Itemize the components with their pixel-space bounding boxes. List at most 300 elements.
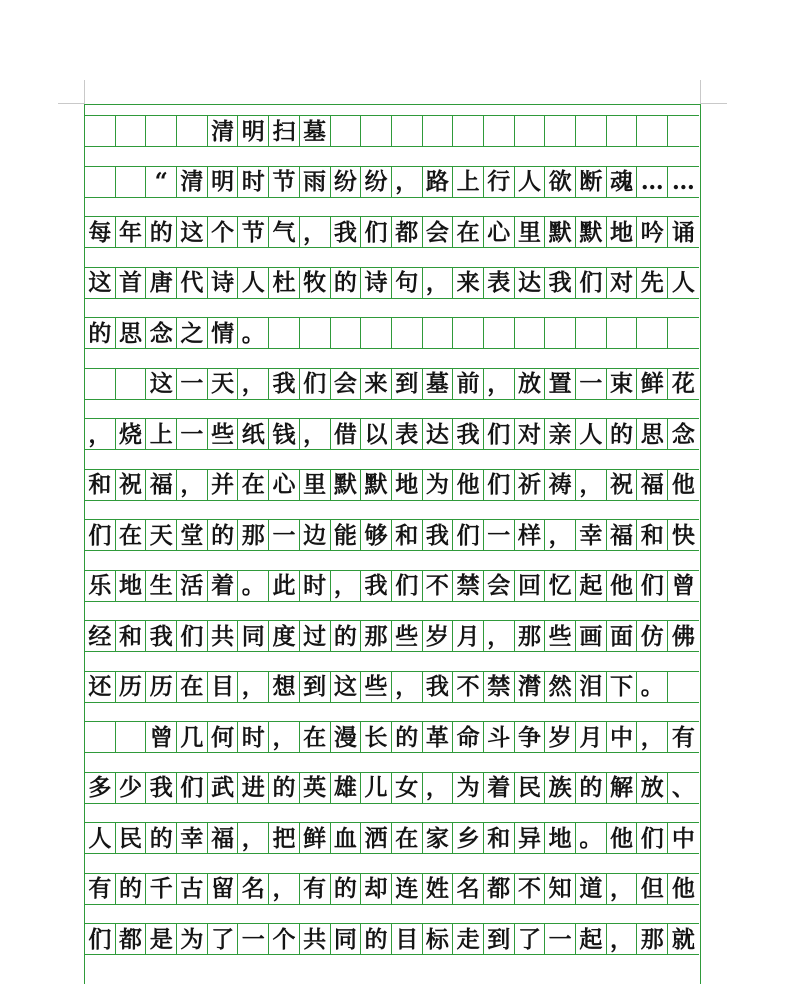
grid-cell: 年 bbox=[116, 217, 147, 247]
grid-cell: 雨 bbox=[300, 167, 331, 197]
grid-cell: 句 bbox=[392, 268, 423, 298]
grid-cell: ， bbox=[484, 369, 515, 399]
grid-cell: 前 bbox=[453, 369, 484, 399]
grid-cell: 亲 bbox=[545, 419, 576, 449]
grid-cell: 魂 bbox=[607, 167, 638, 197]
grid-cell bbox=[392, 318, 423, 348]
grid-cell: 清 bbox=[208, 116, 239, 146]
grid-cell: 生 bbox=[146, 571, 177, 601]
grid-cell: 上 bbox=[453, 167, 484, 197]
grid-cell: 的 bbox=[361, 924, 392, 954]
grid-cell: ， bbox=[331, 571, 362, 601]
grid-cell: 都 bbox=[484, 874, 515, 904]
margin-mark-left-h bbox=[58, 103, 84, 104]
grid-cell: 革 bbox=[423, 722, 454, 752]
grid-cell: 们 bbox=[300, 369, 331, 399]
grid-cell bbox=[668, 672, 699, 702]
grid-cell: 不 bbox=[515, 874, 546, 904]
grid-cell: 这 bbox=[331, 672, 362, 702]
grid-cell: 节 bbox=[269, 167, 300, 197]
grid-cell: 到 bbox=[300, 672, 331, 702]
grid-cell: 福 bbox=[637, 470, 668, 500]
grid-cell: 们 bbox=[361, 217, 392, 247]
grid-cell bbox=[361, 318, 392, 348]
grid-cell: ， bbox=[269, 874, 300, 904]
grid-cell: 他 bbox=[607, 823, 638, 853]
grid-cell: 雄 bbox=[331, 773, 362, 803]
grid-cell: 历 bbox=[116, 672, 147, 702]
grid-cell: 活 bbox=[177, 571, 208, 601]
grid-cell: ， bbox=[392, 167, 423, 197]
grid-cell: 有 bbox=[85, 874, 116, 904]
grid-cell: 和 bbox=[637, 520, 668, 550]
grid-cell: 道 bbox=[576, 874, 607, 904]
grid-cell: 天 bbox=[146, 520, 177, 550]
grid-cell: 他 bbox=[671, 875, 695, 902]
grid-cell: 们 bbox=[392, 571, 423, 601]
grid-cell bbox=[607, 116, 638, 146]
grid-cell: 路 bbox=[423, 167, 454, 197]
grid-cell: 祝 bbox=[607, 470, 638, 500]
grid-cell: 们 bbox=[637, 823, 668, 853]
grid-cell bbox=[85, 167, 116, 197]
grid-cell: 默 bbox=[361, 470, 392, 500]
grid-cell: 多 bbox=[85, 773, 116, 803]
grid-cell: 们 bbox=[484, 419, 515, 449]
grid-cell: 诗 bbox=[208, 268, 239, 298]
grid-cell: 中 bbox=[607, 722, 638, 752]
grid-cell: 人 bbox=[576, 419, 607, 449]
grid-cell: 漫 bbox=[331, 722, 362, 752]
grid-cell: 纷 bbox=[361, 167, 392, 197]
grid-cell bbox=[668, 318, 699, 348]
grid-cell: 岁 bbox=[545, 722, 576, 752]
grid-cell: 连 bbox=[392, 874, 423, 904]
grid-cell: 人 bbox=[85, 823, 116, 853]
grid-cell: 人 bbox=[238, 268, 269, 298]
grid-row bbox=[85, 671, 699, 703]
grid-cell: 人 bbox=[515, 167, 546, 197]
grid-cell: 回 bbox=[515, 571, 546, 601]
grid-cell: 命 bbox=[453, 722, 484, 752]
grid-cell: 时 bbox=[238, 722, 269, 752]
grid-cell: 够 bbox=[361, 520, 392, 550]
grid-cell: 欲 bbox=[545, 167, 576, 197]
grid-cell bbox=[545, 318, 576, 348]
grid-cell: 着 bbox=[208, 571, 239, 601]
grid-cell: 把 bbox=[269, 823, 300, 853]
grid-cell: ， bbox=[238, 369, 269, 399]
grid-cell: 的 bbox=[146, 217, 177, 247]
grid-cell: 乐 bbox=[85, 571, 116, 601]
grid-cell: 放 bbox=[637, 773, 668, 803]
grid-cell: 福 bbox=[607, 520, 638, 550]
grid-cell: 争 bbox=[515, 722, 546, 752]
grid-cell: 幸 bbox=[177, 823, 208, 853]
grid-row bbox=[85, 166, 699, 198]
grid-cell: 我 bbox=[453, 419, 484, 449]
grid-cell: 地 bbox=[545, 823, 576, 853]
grid-cell: 在 bbox=[238, 470, 269, 500]
grid-cell: 乡 bbox=[453, 823, 484, 853]
grid-cell bbox=[116, 369, 147, 399]
grid-cell: 我 bbox=[331, 217, 362, 247]
grid-cell: ， bbox=[238, 672, 269, 702]
grid-row bbox=[85, 772, 699, 804]
grid-cell: 族 bbox=[545, 773, 576, 803]
grid-cell: 仿 bbox=[637, 621, 668, 651]
grid-cell bbox=[116, 116, 147, 146]
grid-cell: 气 bbox=[269, 217, 300, 247]
grid-cell: 们 bbox=[177, 773, 208, 803]
grid-cell bbox=[85, 369, 116, 399]
grid-cell: 幸 bbox=[576, 520, 607, 550]
grid-cell: 默 bbox=[331, 470, 362, 500]
grid-row bbox=[85, 317, 699, 349]
grid-cell: 能 bbox=[331, 520, 362, 550]
grid-row bbox=[85, 267, 699, 299]
grid-cell: 目 bbox=[392, 924, 423, 954]
grid-cell: 们 bbox=[85, 520, 116, 550]
grid-cell: 放 bbox=[515, 369, 546, 399]
grid-cell: ， bbox=[484, 621, 515, 651]
grid-cell: 然 bbox=[545, 672, 576, 702]
grid-cell: 几 bbox=[177, 722, 208, 752]
grid-cell: 思 bbox=[116, 318, 147, 348]
grid-cell: 的 bbox=[208, 520, 239, 550]
grid-cell bbox=[423, 318, 454, 348]
grid-cell: 为 bbox=[423, 470, 454, 500]
grid-cell: 纸 bbox=[238, 419, 269, 449]
grid-cell: 的 bbox=[331, 268, 362, 298]
grid-cell: 杜 bbox=[269, 268, 300, 298]
grid-cell bbox=[423, 116, 454, 146]
grid-cell: 个 bbox=[269, 924, 300, 954]
grid-cell: 长 bbox=[361, 722, 392, 752]
margin-mark-right-h bbox=[701, 103, 727, 104]
grid-cell: 到 bbox=[392, 369, 423, 399]
grid-cell: … bbox=[671, 168, 695, 195]
grid-cell bbox=[361, 116, 392, 146]
grid-cell: 行 bbox=[484, 167, 515, 197]
grid-cell: 念 bbox=[671, 420, 695, 448]
grid-cell: 他 bbox=[453, 470, 484, 500]
grid-cell: 家 bbox=[423, 823, 454, 853]
grid-cell: 不 bbox=[453, 672, 484, 702]
grid-cell: 默 bbox=[545, 217, 576, 247]
grid-cell: 束 bbox=[607, 369, 638, 399]
grid-cell: 下 bbox=[607, 672, 638, 702]
grid-cell: 禁 bbox=[484, 672, 515, 702]
grid-cell: 祈 bbox=[515, 470, 546, 500]
grid-cell: 留 bbox=[208, 874, 239, 904]
grid-cell: 禁 bbox=[453, 571, 484, 601]
grid-cell: 还 bbox=[85, 672, 116, 702]
grid-cell: 以 bbox=[361, 419, 392, 449]
grid-cell: 走 bbox=[453, 924, 484, 954]
grid-cell: 会 bbox=[331, 369, 362, 399]
grid-cell: 对 bbox=[607, 268, 638, 298]
grid-cell: 英 bbox=[300, 773, 331, 803]
grid-cell: 。 bbox=[576, 823, 607, 853]
grid-cell: 我 bbox=[361, 571, 392, 601]
grid-cell: 少 bbox=[116, 773, 147, 803]
grid-cell: 的 bbox=[85, 318, 116, 348]
grid-cell: 不 bbox=[423, 571, 454, 601]
grid-cell: 潸 bbox=[515, 672, 546, 702]
grid-cell: 心 bbox=[269, 470, 300, 500]
grid-cell: 过 bbox=[300, 621, 331, 651]
grid-row bbox=[85, 620, 699, 652]
grid-cell: 同 bbox=[238, 621, 269, 651]
grid-cell: 度 bbox=[269, 621, 300, 651]
grid-cell: 他 bbox=[607, 571, 638, 601]
grid-cell: 一 bbox=[238, 924, 269, 954]
grid-cell bbox=[515, 116, 546, 146]
grid-cell: 一 bbox=[177, 369, 208, 399]
grid-cell bbox=[637, 318, 668, 348]
grid-cell: 和 bbox=[392, 520, 423, 550]
grid-cell: 那 bbox=[361, 621, 392, 651]
grid-cell: 福 bbox=[208, 823, 239, 853]
grid-row bbox=[85, 519, 699, 551]
grid-row bbox=[85, 418, 699, 450]
grid-cell: 忆 bbox=[545, 571, 576, 601]
grid-cell: 们 bbox=[177, 621, 208, 651]
grid-cell: 我 bbox=[146, 621, 177, 651]
grid-cell: 样 bbox=[515, 520, 546, 550]
grid-cell: 心 bbox=[484, 217, 515, 247]
grid-cell: 一 bbox=[576, 369, 607, 399]
grid-cell: ， bbox=[423, 268, 454, 298]
grid-cell: 中 bbox=[671, 824, 695, 852]
grid-cell: 儿 bbox=[361, 773, 392, 803]
grid-cell: 明 bbox=[208, 167, 239, 197]
grid-row bbox=[85, 115, 699, 147]
grid-cell: 他 bbox=[671, 471, 695, 498]
grid-cell: 名 bbox=[453, 874, 484, 904]
grid-cell: 这 bbox=[85, 268, 116, 298]
grid-cell: ， bbox=[392, 672, 423, 702]
grid-cell: 了 bbox=[515, 924, 546, 954]
grid-cell: 堂 bbox=[177, 520, 208, 550]
grid-cell: 默 bbox=[576, 217, 607, 247]
grid-cell: 祝 bbox=[116, 470, 147, 500]
grid-cell: 牧 bbox=[300, 268, 331, 298]
grid-cell: 天 bbox=[208, 369, 239, 399]
grid-cell bbox=[453, 116, 484, 146]
grid-cell bbox=[576, 116, 607, 146]
grid-cell: 画 bbox=[576, 621, 607, 651]
grid-cell: 。 bbox=[238, 318, 269, 348]
grid-cell: 借 bbox=[331, 419, 362, 449]
grid-cell: 共 bbox=[208, 621, 239, 651]
grid-cell: 到 bbox=[484, 924, 515, 954]
grid-cell bbox=[116, 722, 147, 752]
grid-cell: 念 bbox=[146, 318, 177, 348]
grid-cell bbox=[331, 116, 362, 146]
grid-cell: 此 bbox=[269, 571, 300, 601]
grid-cell: 时 bbox=[238, 167, 269, 197]
grid-cell: ， bbox=[607, 924, 638, 954]
grid-cell: 钱 bbox=[269, 419, 300, 449]
grid-row bbox=[85, 570, 699, 602]
grid-cell: 为 bbox=[177, 924, 208, 954]
grid-cell: 泪 bbox=[576, 672, 607, 702]
grid-cell: 边 bbox=[300, 520, 331, 550]
grid-cell: 里 bbox=[300, 470, 331, 500]
grid-row bbox=[85, 469, 699, 501]
grid-cell: 武 bbox=[208, 773, 239, 803]
grid-cell: 标 bbox=[423, 924, 454, 954]
grid-cell: 人 bbox=[671, 269, 695, 296]
grid-row bbox=[85, 873, 699, 905]
grid-cell: 有 bbox=[671, 723, 695, 751]
grid-cell: 每 bbox=[85, 217, 116, 247]
grid-cell: 情 bbox=[208, 318, 239, 348]
grid-cell: 的 bbox=[607, 419, 638, 449]
grid-cell: 们 bbox=[576, 268, 607, 298]
grid-cell: 们 bbox=[637, 571, 668, 601]
grid-cell: 的 bbox=[331, 874, 362, 904]
grid-cell: 名 bbox=[238, 874, 269, 904]
grid-cell: 为 bbox=[453, 773, 484, 803]
grid-cell: 唐 bbox=[146, 268, 177, 298]
grid-cell: 女 bbox=[392, 773, 423, 803]
grid-cell: 岁 bbox=[423, 621, 454, 651]
grid-cell: 扫 bbox=[269, 116, 300, 146]
grid-cell: 在 bbox=[300, 722, 331, 752]
grid-cell: 些 bbox=[392, 621, 423, 651]
grid-cell: 却 bbox=[361, 874, 392, 904]
grid-cell: 民 bbox=[116, 823, 147, 853]
grid-cell: 会 bbox=[484, 571, 515, 601]
grid-cell: 就 bbox=[671, 925, 695, 953]
grid-cell: 的 bbox=[146, 823, 177, 853]
grid-cell: 目 bbox=[208, 672, 239, 702]
grid-cell: 了 bbox=[208, 924, 239, 954]
grid-cell: 想 bbox=[269, 672, 300, 702]
grid-cell: 节 bbox=[238, 217, 269, 247]
grid-cell: 何 bbox=[208, 722, 239, 752]
grid-cell: 经 bbox=[85, 621, 116, 651]
grid-cell: 我 bbox=[146, 773, 177, 803]
grid-cell: 月 bbox=[453, 621, 484, 651]
grid-cell: 烧 bbox=[116, 419, 147, 449]
grid-cell: 那 bbox=[637, 924, 668, 954]
grid-cell: 和 bbox=[484, 823, 515, 853]
grid-row bbox=[85, 822, 699, 854]
grid-cell: 我 bbox=[423, 672, 454, 702]
grid-cell: 鲜 bbox=[300, 823, 331, 853]
grid-cell: 一 bbox=[269, 520, 300, 550]
grid-cell: 有 bbox=[300, 874, 331, 904]
grid-cell: 着 bbox=[484, 773, 515, 803]
grid-cell: ， bbox=[300, 217, 331, 247]
grid-cell: “ bbox=[146, 167, 177, 197]
grid-cell: 祷 bbox=[545, 470, 576, 500]
grid-cell: 和 bbox=[116, 621, 147, 651]
grid-cell: 在 bbox=[453, 217, 484, 247]
grid-cell bbox=[116, 167, 147, 197]
grid-cell: 来 bbox=[361, 369, 392, 399]
grid-cell: 断 bbox=[576, 167, 607, 197]
grid-cell: ， bbox=[300, 419, 331, 449]
grid-cell: 进 bbox=[238, 773, 269, 803]
grid-cell: 吟 bbox=[637, 217, 668, 247]
grid-cell bbox=[576, 318, 607, 348]
grid-cell: 一 bbox=[177, 419, 208, 449]
grid-cell bbox=[85, 116, 116, 146]
grid-cell: ， bbox=[637, 722, 668, 752]
grid-cell: 起 bbox=[576, 571, 607, 601]
grid-cell: 的 bbox=[269, 773, 300, 803]
grid-cell: 达 bbox=[423, 419, 454, 449]
grid-cell bbox=[300, 318, 331, 348]
grid-cell: 之 bbox=[177, 318, 208, 348]
grid-cell: ， bbox=[177, 470, 208, 500]
grid-cell: 千 bbox=[146, 874, 177, 904]
grid-cell: 首 bbox=[116, 268, 147, 298]
grid-cell: 都 bbox=[392, 217, 423, 247]
grid-cell: 花 bbox=[671, 370, 695, 397]
grid-cell: 们 bbox=[484, 470, 515, 500]
grid-cell bbox=[484, 318, 515, 348]
grid-cell: 福 bbox=[146, 470, 177, 500]
grid-cell: 们 bbox=[453, 520, 484, 550]
grid-cell: ， bbox=[85, 419, 116, 449]
grid-cell: 些 bbox=[361, 672, 392, 702]
grid-cell: 但 bbox=[637, 874, 668, 904]
grid-cell bbox=[146, 116, 177, 146]
grid-cell: 佛 bbox=[671, 622, 695, 650]
grid-row bbox=[85, 721, 699, 753]
grid-row bbox=[85, 368, 699, 400]
grid-cell: 些 bbox=[545, 621, 576, 651]
grid-cell: 快 bbox=[671, 521, 695, 549]
grid-cell: 置 bbox=[545, 369, 576, 399]
grid-cell: 先 bbox=[637, 268, 668, 298]
grid-cell: 共 bbox=[300, 924, 331, 954]
grid-cell: 对 bbox=[515, 419, 546, 449]
grid-cell: 、 bbox=[671, 774, 695, 801]
grid-cell bbox=[269, 318, 300, 348]
grid-cell bbox=[484, 116, 515, 146]
grid-cell: 。 bbox=[238, 571, 269, 601]
grid-cell: 的 bbox=[392, 722, 423, 752]
grid-cell: 的 bbox=[331, 621, 362, 651]
grid-cell: 曾 bbox=[146, 722, 177, 752]
grid-cell: 地 bbox=[116, 571, 147, 601]
grid-cell: ， bbox=[423, 773, 454, 803]
grid-cell: 月 bbox=[576, 722, 607, 752]
grid-cell bbox=[668, 116, 699, 146]
grid-cell: 洒 bbox=[361, 823, 392, 853]
grid-cell bbox=[545, 116, 576, 146]
grid-cell: 诵 bbox=[671, 218, 695, 246]
grid-cell: 那 bbox=[238, 520, 269, 550]
grid-cell: 历 bbox=[146, 672, 177, 702]
composition-grid-paper bbox=[84, 104, 701, 984]
grid-cell: 曾 bbox=[671, 572, 695, 599]
grid-cell: 都 bbox=[116, 924, 147, 954]
grid-cell: 那 bbox=[515, 621, 546, 651]
grid-cell: 斗 bbox=[484, 722, 515, 752]
grid-cell: 地 bbox=[607, 217, 638, 247]
grid-cell: 鲜 bbox=[637, 369, 668, 399]
grid-cell: 同 bbox=[331, 924, 362, 954]
grid-cell: 是 bbox=[146, 924, 177, 954]
